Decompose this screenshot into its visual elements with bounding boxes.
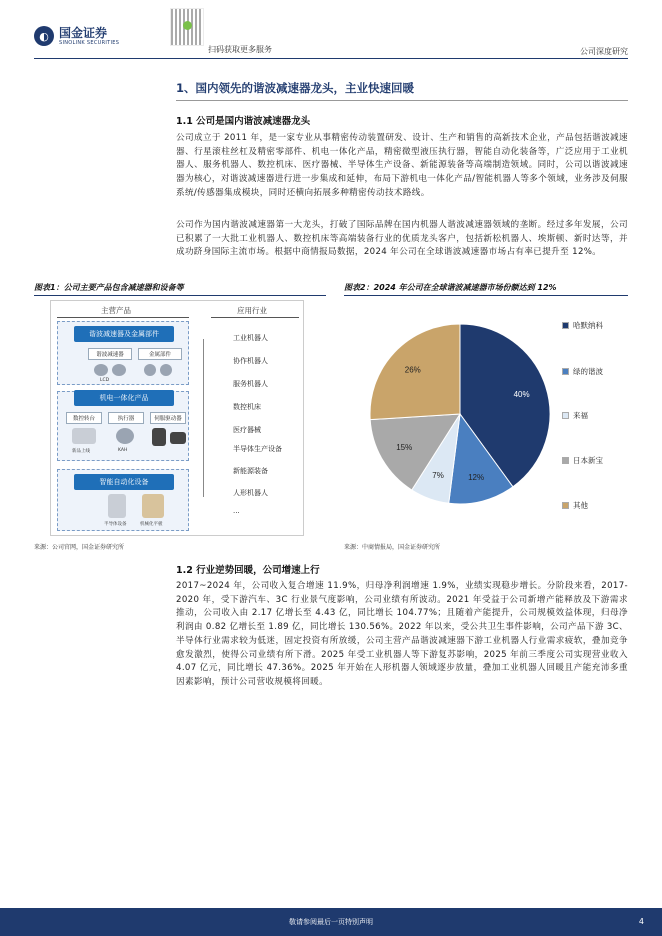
legend-label: 其他 bbox=[573, 501, 588, 510]
section-divider bbox=[176, 100, 628, 101]
reducer-image bbox=[112, 364, 126, 376]
section-title: 1、国内领先的谐波减速器龙头，主业快速回暖 bbox=[176, 81, 414, 95]
industry-item: ... bbox=[233, 507, 240, 515]
legend-item-0 bbox=[562, 320, 603, 331]
wechat-badge-icon bbox=[183, 21, 192, 30]
legend-swatch bbox=[562, 322, 569, 329]
image-caption: LCD bbox=[100, 378, 110, 383]
group-title: 智能自动化设备 bbox=[74, 474, 174, 490]
legend-label: 哈默纳科 bbox=[573, 321, 603, 330]
product-group-reducers bbox=[57, 321, 189, 385]
scan-hint: 扫码获取更多服务 bbox=[208, 45, 272, 54]
industry-item: 数控机床 bbox=[233, 403, 261, 411]
pie-label-2: 7% bbox=[432, 470, 444, 480]
industry-item: 半导体生产设备 bbox=[233, 445, 282, 453]
sub-actuator: 执行器 bbox=[108, 412, 144, 424]
legend-label: 绿的谐波 bbox=[573, 367, 603, 376]
paragraph-market-position: 公司作为国内谐波减速器第一大龙头，打破了国际品牌在国内机器人谐波减速器领域的垄断。经过多年发展，公司已积累了一大批工业机器人、数控机床等高端装备行业的优质龙头客户，包括新松机器人、埃斯顿、新时达等，并成功跻身国际主流市场。根据中商情报局数据，2024 年公司在全球谐波减速器市场占有率已提升至 12%。 bbox=[176, 220, 628, 258]
industry-item: 医疗器械 bbox=[233, 426, 261, 434]
group-title: 机电一体化产品 bbox=[74, 390, 174, 406]
legend-item-2 bbox=[562, 410, 588, 421]
pie-label-4: 26% bbox=[404, 365, 421, 375]
legend-swatch bbox=[562, 412, 569, 419]
subsection-title-1-1: 1.1 公司是国内谐波减速器龙头 bbox=[176, 116, 311, 127]
sub-harmonic-reducer: 谐波减速器 bbox=[88, 348, 132, 360]
metal-part-image bbox=[144, 364, 156, 376]
column-header-rule bbox=[211, 317, 299, 318]
image-caption: KAH bbox=[118, 448, 128, 453]
figure1-title: 图表1：公司主要产品包含减速器和设备等 bbox=[34, 283, 184, 292]
legend-item-3 bbox=[562, 455, 603, 466]
logo-icon: ◐ bbox=[34, 26, 54, 46]
report-type: 公司深度研究 bbox=[580, 47, 628, 56]
legend-swatch bbox=[562, 502, 569, 509]
servo-driver-image bbox=[170, 432, 186, 444]
figure2-source: 来源：中商情报局，国金证券研究所 bbox=[344, 544, 441, 551]
image-caption: 新品上线 bbox=[72, 449, 90, 454]
product-diagram bbox=[50, 300, 304, 536]
column-header-products: 主营产品 bbox=[101, 306, 131, 315]
servo-driver-image bbox=[152, 428, 166, 446]
sub-servo-driver: 伺服驱动器 bbox=[150, 412, 186, 424]
industry-item: 服务机器人 bbox=[233, 380, 268, 388]
connector-line bbox=[203, 339, 204, 497]
product-group-mechatronics bbox=[57, 391, 189, 461]
reducer-image bbox=[94, 364, 108, 376]
actuator-image bbox=[116, 428, 134, 444]
industry-item: 新能源装备 bbox=[233, 467, 268, 475]
metal-part-image bbox=[160, 364, 172, 376]
disclaimer-text: 敬请参阅最后一页特别声明 bbox=[289, 918, 373, 926]
figure2-title: 图表2：2024 年公司在全球谐波减速器市场份额达到 12% bbox=[344, 283, 557, 292]
legend-label: 日本新宝 bbox=[573, 456, 603, 465]
figure1-source: 来源：公司官网，国金证券研究所 bbox=[34, 544, 125, 551]
pie-label-0: 40% bbox=[513, 389, 530, 399]
industry-item: 工业机器人 bbox=[233, 334, 268, 342]
platform-equipment-image bbox=[142, 494, 164, 518]
industry-item: 人形机器人 bbox=[233, 489, 268, 497]
figure2-title-rule bbox=[344, 295, 628, 296]
semiconductor-equipment-image bbox=[108, 494, 126, 518]
company-logo bbox=[34, 26, 119, 46]
page-number: 4 bbox=[638, 917, 644, 926]
sub-metal-parts: 金属部件 bbox=[138, 348, 182, 360]
group-title: 谐波减速器及金属部件 bbox=[74, 326, 174, 342]
legend-label: 来福 bbox=[573, 411, 588, 420]
subsection-title-1-2: 1.2 行业逆势回暖，公司增速上行 bbox=[176, 565, 320, 576]
image-caption: 半导体设备 bbox=[104, 522, 127, 527]
paragraph-company-intro: 公司成立于 2011 年，是一家专业从事精密传动装置研发、设计、生产和销售的高新技术企业，产品包括谐波减速器、行星滚柱丝杠及精密零部件、机电一体化产品，精密微型液压执行器，智能自动化装备等，广泛应用于工业机器人、服务机器人、数控机床、医疗器械、半导体生产设备、新能源装备等高端制造领域。同时，公司以谐波减速器为核心，对谐波减速器进行进一步集成和延伸，布局下游机电一体化产品/智能机器人等多个领域，业务涉及伺服系统/传感器集成模块，同时还横向拓展多种精密传动技术路线。 bbox=[176, 133, 628, 198]
page-footer bbox=[0, 908, 662, 936]
industry-item: 协作机器人 bbox=[233, 357, 268, 365]
figure1-title-rule bbox=[34, 295, 326, 296]
column-header-rule bbox=[57, 317, 189, 318]
header-divider bbox=[34, 58, 628, 59]
market-share-pie-chart bbox=[352, 308, 552, 518]
column-header-industries: 应用行业 bbox=[237, 306, 267, 315]
cnc-table-image bbox=[72, 428, 96, 444]
paragraph-performance: 2017~2024 年，公司收入复合增速 11.9%，归母净利润增速 1.9%，业绩实现稳步增长。分阶段来看，2017-2020 年，受下游汽车、3C 行业景气度影响，公司业绩有所波动。2021 年受益于公司新增产能释放及下游需求推动，公司收入由 2.17 亿增长至 4.43 亿，同比增长 104.77%；且随着产能提升，公司规模效益体现，归母净利润由 0.82 亿增长至 1.89 亿，同比增长 130.56%。2022 年以来，受公共卫生事件影响，公司产品下游 3C、半导体行业需求较为低迷，固定投资有所放缓，公司主营产品谐波减速器下游工业机器人行业需求疲软，叠加竞争愈发激烈，使得公司业绩有所下滑。2025 年受工业机器人等下游复苏影响，2025 年前三季度公司实现营业收入 4.07 亿元，同比增长 47.36%。2025 年开始在人形机器人领域逐步放量，叠加工业机器人回暖且产能充沛多重因素影响，预计公司营收规模将回暖。 bbox=[176, 581, 628, 687]
legend-swatch bbox=[562, 457, 569, 464]
logo-name-cn: 国金证券 bbox=[59, 25, 108, 40]
legend-item-4 bbox=[562, 500, 588, 511]
legend-item-1 bbox=[562, 366, 603, 377]
product-group-automation bbox=[57, 469, 189, 531]
logo-name-en: SINOLINK SECURITIES bbox=[59, 39, 120, 46]
pie-label-1: 12% bbox=[468, 472, 485, 482]
legend-swatch bbox=[562, 368, 569, 375]
pie-label-3: 15% bbox=[396, 442, 413, 452]
image-caption: 机械化平板 bbox=[140, 522, 163, 527]
sub-cnc-table: 数控转台 bbox=[66, 412, 102, 424]
